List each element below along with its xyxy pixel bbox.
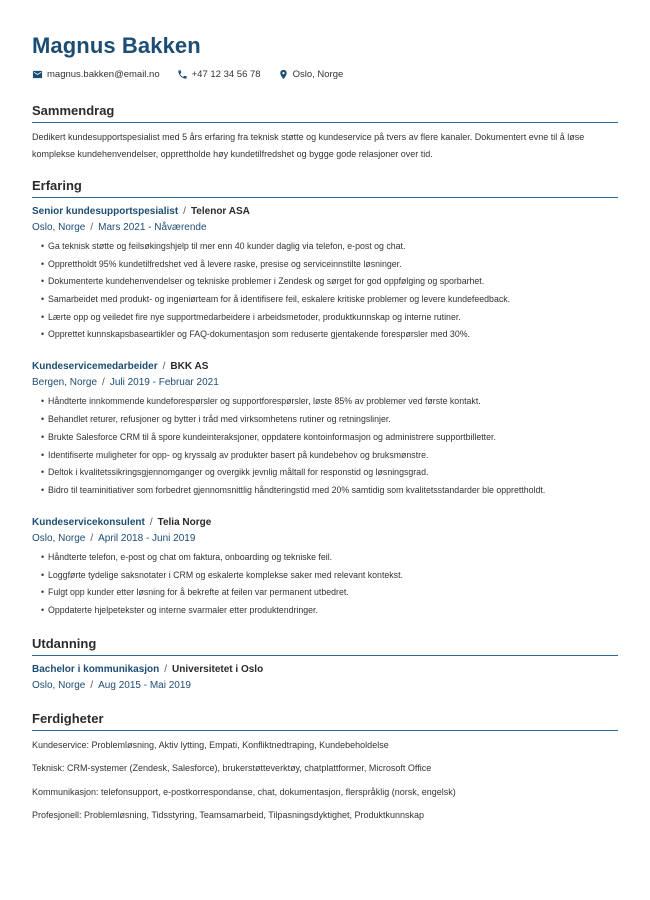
education-meta: Oslo, Norge / Aug 2015 - Mai 2019 bbox=[32, 679, 191, 691]
education-heading: Utdanning bbox=[32, 636, 618, 656]
skill-row: Kundeservice: Problemløsning, Aktiv lytting, Empati, Konfliktnedtraping, Kundebeholdelse bbox=[32, 739, 389, 750]
job-bullets bbox=[32, 394, 618, 496]
skills-heading: Ferdigheter bbox=[32, 711, 618, 731]
location-text: Oslo, Norge bbox=[292, 68, 344, 80]
skills-section bbox=[32, 711, 618, 823]
school: Universitetet i Oslo bbox=[172, 663, 264, 675]
list-item: • Fulgt opp kunder etter løsning for å bekrefte at feilen var permanent utbedret. bbox=[48, 585, 618, 599]
job-dates: April 2018 - Juni 2019 bbox=[98, 532, 196, 544]
list-item: • Bidro til teaminitiativer som forbedret gjennomsnittlig håndteringstid med 20% samtidig som kvalitetsstandarder ble opprettholdt. bbox=[48, 483, 618, 497]
contact-location bbox=[278, 69, 344, 80]
job-bullets bbox=[32, 239, 618, 341]
education-location: Oslo, Norge bbox=[32, 679, 86, 691]
summary-text: Dedikert kundesupportspesialist med 5 års erfaring fra teknisk støtte og kundeservice på tvers av flere kanaler. Dokumentert evne til å løse komplekse kundehenvendelser, opprettholde høy kundetilfredshet og bygge gode relasjoner over tid. bbox=[32, 132, 585, 159]
list-item: • Opprettholdt 95% kundetilfredshet ved å levere raske, presise og serviceinnstilte løsninger. bbox=[48, 257, 618, 271]
email-text[interactable]: magnus.bakken@email.no bbox=[47, 68, 160, 80]
list-item: • Lærte opp og veiledet fire nye supportmedarbeidere i arbeidsmetoder, produktkunnskap og interne rutiner. bbox=[48, 310, 618, 324]
job-entry bbox=[32, 205, 618, 341]
experience-section bbox=[32, 178, 618, 617]
job-entry bbox=[32, 516, 618, 617]
education-dates: Aug 2015 - Mai 2019 bbox=[98, 679, 191, 691]
list-item: • Håndterte telefon, e-post og chat om faktura, onboarding og tekniske feil. bbox=[48, 550, 618, 564]
list-item: • Brukte Salesforce CRM til å spore kundeinteraksjoner, oppdatere kontoinformasjon og administrere supportbilletter. bbox=[48, 430, 618, 444]
skill-row: Kommunikasjon: telefonsupport, e-postkorrespondanse, chat, dokumentasjon, flerspråklig (norsk, engelsk) bbox=[32, 786, 456, 797]
contact-email bbox=[32, 69, 160, 80]
job-company: BKK AS bbox=[170, 361, 209, 373]
job-entry bbox=[32, 360, 618, 496]
job-header: Senior kundesupportspesialist / Telenor ASA bbox=[32, 206, 250, 217]
skill-row: Teknisk: CRM-systemer (Zendesk, Salesforce), brukerstøtteverktøy, chatplattformer, Microsoft Office bbox=[32, 763, 432, 774]
list-item: • Behandlet returer, refusjoner og bytter i tråd med virksomhetens rutiner og retningslinjer. bbox=[48, 412, 618, 426]
job-title: Kundeservicemedarbeider bbox=[32, 361, 158, 373]
job-header: Kundeservicekonsulent / Telia Norge bbox=[32, 516, 212, 528]
education-header: Bachelor i kommunikasjon / Universitetet i Oslo bbox=[32, 663, 264, 675]
phone-icon bbox=[177, 69, 188, 80]
mail-icon bbox=[32, 69, 43, 80]
job-dates: Juli 2019 - Februar 2021 bbox=[109, 377, 219, 389]
experience-heading: Erfaring bbox=[32, 178, 618, 198]
job-meta: Bergen, Norge / Juli 2019 - Februar 2021 bbox=[32, 377, 219, 389]
job-location: Bergen, Norge bbox=[32, 377, 98, 389]
job-company: Telia Norge bbox=[157, 516, 212, 528]
list-item: • Deltok i kvalitetssikringsgjennomganger og overgikk jevnlig måltall for responstid og løsningsgrad. bbox=[48, 465, 618, 479]
summary-section bbox=[32, 103, 618, 163]
contact-row bbox=[32, 67, 618, 81]
job-location: Oslo, Norge bbox=[32, 222, 86, 233]
contact-phone bbox=[177, 69, 261, 80]
job-header: Kundeservicemedarbeider / BKK AS bbox=[32, 361, 209, 373]
job-meta: Oslo, Norge / Mars 2021 - Nåværende bbox=[32, 222, 207, 233]
degree: Bachelor i kommunikasjon bbox=[32, 663, 160, 675]
list-item: • Opprettet kunnskapsbaseartikler og FAQ-dokumentasjon som reduserte gjentakende forespørsler med 30%. bbox=[48, 327, 618, 341]
job-meta: Oslo, Norge / April 2018 - Juni 2019 bbox=[32, 532, 196, 544]
list-item: • Håndterte innkommende kundeforespørsler og supportforespørsler, løste 85% av problemer ved første kontakt. bbox=[48, 394, 618, 408]
list-item: • Loggførte tydelige saksnotater i CRM og eskalerte komplekse saker med relevant kontekst. bbox=[48, 568, 618, 582]
list-item: • Ga teknisk støtte og feilsøkingshjelp til mer enn 40 kunder daglig via telefon, e-post og chat. bbox=[48, 239, 618, 253]
location-pin-icon bbox=[278, 69, 289, 80]
job-title: Senior kundesupportspesialist bbox=[32, 206, 179, 217]
summary-heading: Sammendrag bbox=[32, 103, 618, 123]
list-item: • Oppdaterte hjelpetekster og interne svarmaler etter produktendringer. bbox=[48, 603, 618, 617]
job-dates: Mars 2021 - Nåværende bbox=[98, 222, 207, 233]
job-location: Oslo, Norge bbox=[32, 532, 86, 544]
education-section bbox=[32, 636, 618, 693]
phone-text[interactable]: +47 12 34 56 78 bbox=[191, 68, 261, 80]
candidate-name: Magnus Bakken bbox=[32, 33, 201, 58]
list-item: • Samarbeidet med produkt- og ingeniørteam for å identifisere feil, eskalere kritiske problemer og levere kundefeedback. bbox=[48, 292, 618, 306]
job-title: Kundeservicekonsulent bbox=[32, 516, 145, 528]
education-entry bbox=[32, 663, 618, 693]
list-item: • Identifiserte muligheter for opp- og kryssalg av produkter basert på kundebehov og bruksmønstre. bbox=[48, 448, 618, 462]
skills-list bbox=[32, 738, 618, 823]
job-bullets bbox=[32, 550, 618, 617]
skill-row: Profesjonell: Problemløsning, Tidsstyring, Teamsamarbeid, Tilpasningsdyktighet, Produktkunnskap bbox=[32, 810, 425, 821]
list-item: • Dokumenterte kundehenvendelser og tekniske problemer i Zendesk og sørget for god oppfølging og sporbarhet. bbox=[48, 274, 618, 288]
job-company: Telenor ASA bbox=[190, 206, 250, 217]
